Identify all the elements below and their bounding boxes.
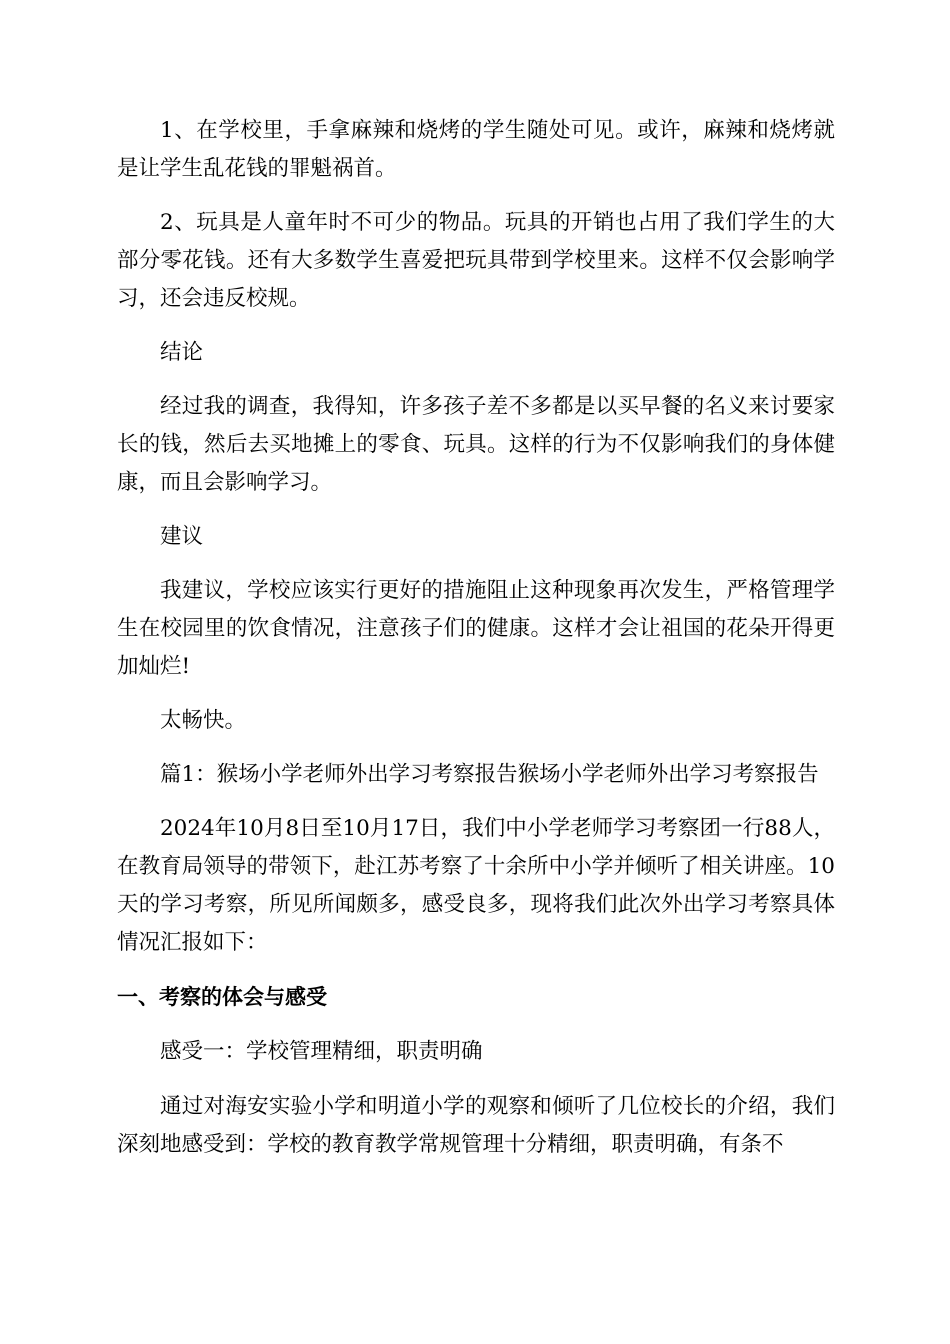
paragraph-toys: 2、玩具是人童年时不可少的物品。玩具的开销也占用了我们学生的大部分零花钱。还有大多数学生喜爱把玩具带到学校里来。这样不仅会影响学习，还会违反校规。 (117, 210, 835, 311)
paragraph-closing: 太畅快。 (160, 708, 247, 733)
conclusion-label: 结论 (160, 340, 204, 365)
document-page (117, 112, 835, 1164)
paragraph-conclusion: 经过我的调查，我得知，许多孩子差不多都是以买早餐的名义来讨要家长的钱，然后去买地摊上的零食、玩具。这样的行为不仅影响我们的身体健康，而且会影响学习。 (117, 394, 835, 495)
paragraph-intro: 2024年10月8日至10月17日，我们中小学老师学习考察团一行88人，在教育局领导的带领下，赴江苏考察了十余所中小学并倾听了相关讲座。10天的学习考察，所见所闻颇多，感受良多，现将我们此次外出学习考察具体情况汇报如下： (117, 816, 835, 955)
paragraph-suggestion: 我建议，学校应该实行更好的措施阻止这种现象再次发生，严格管理学生在校园里的饮食情况，注意孩子们的健康。这样才会让祖国的花朵开得更加灿烂! (117, 578, 835, 679)
subheading: 感受一：学校管理精细，职责明确 (160, 1039, 483, 1064)
section-heading: 一、考察的体会与感受 (117, 985, 327, 1009)
article-title: 篇1：猴场小学老师外出学习考察报告猴场小学老师外出学习考察报告 (160, 762, 819, 787)
paragraph-snacks: 1、在学校里，手拿麻辣和烧烤的学生随处可见。或许，麻辣和烧烤就是让学生乱花钱的罪魁祸首。 (117, 118, 835, 181)
paragraph-management: 通过对海安实验小学和明道小学的观察和倾听了几位校长的介绍，我们深刻地感受到：学校的教育教学常规管理十分精细，职责明确，有条不 (117, 1094, 835, 1157)
suggestion-label: 建议 (160, 524, 204, 549)
